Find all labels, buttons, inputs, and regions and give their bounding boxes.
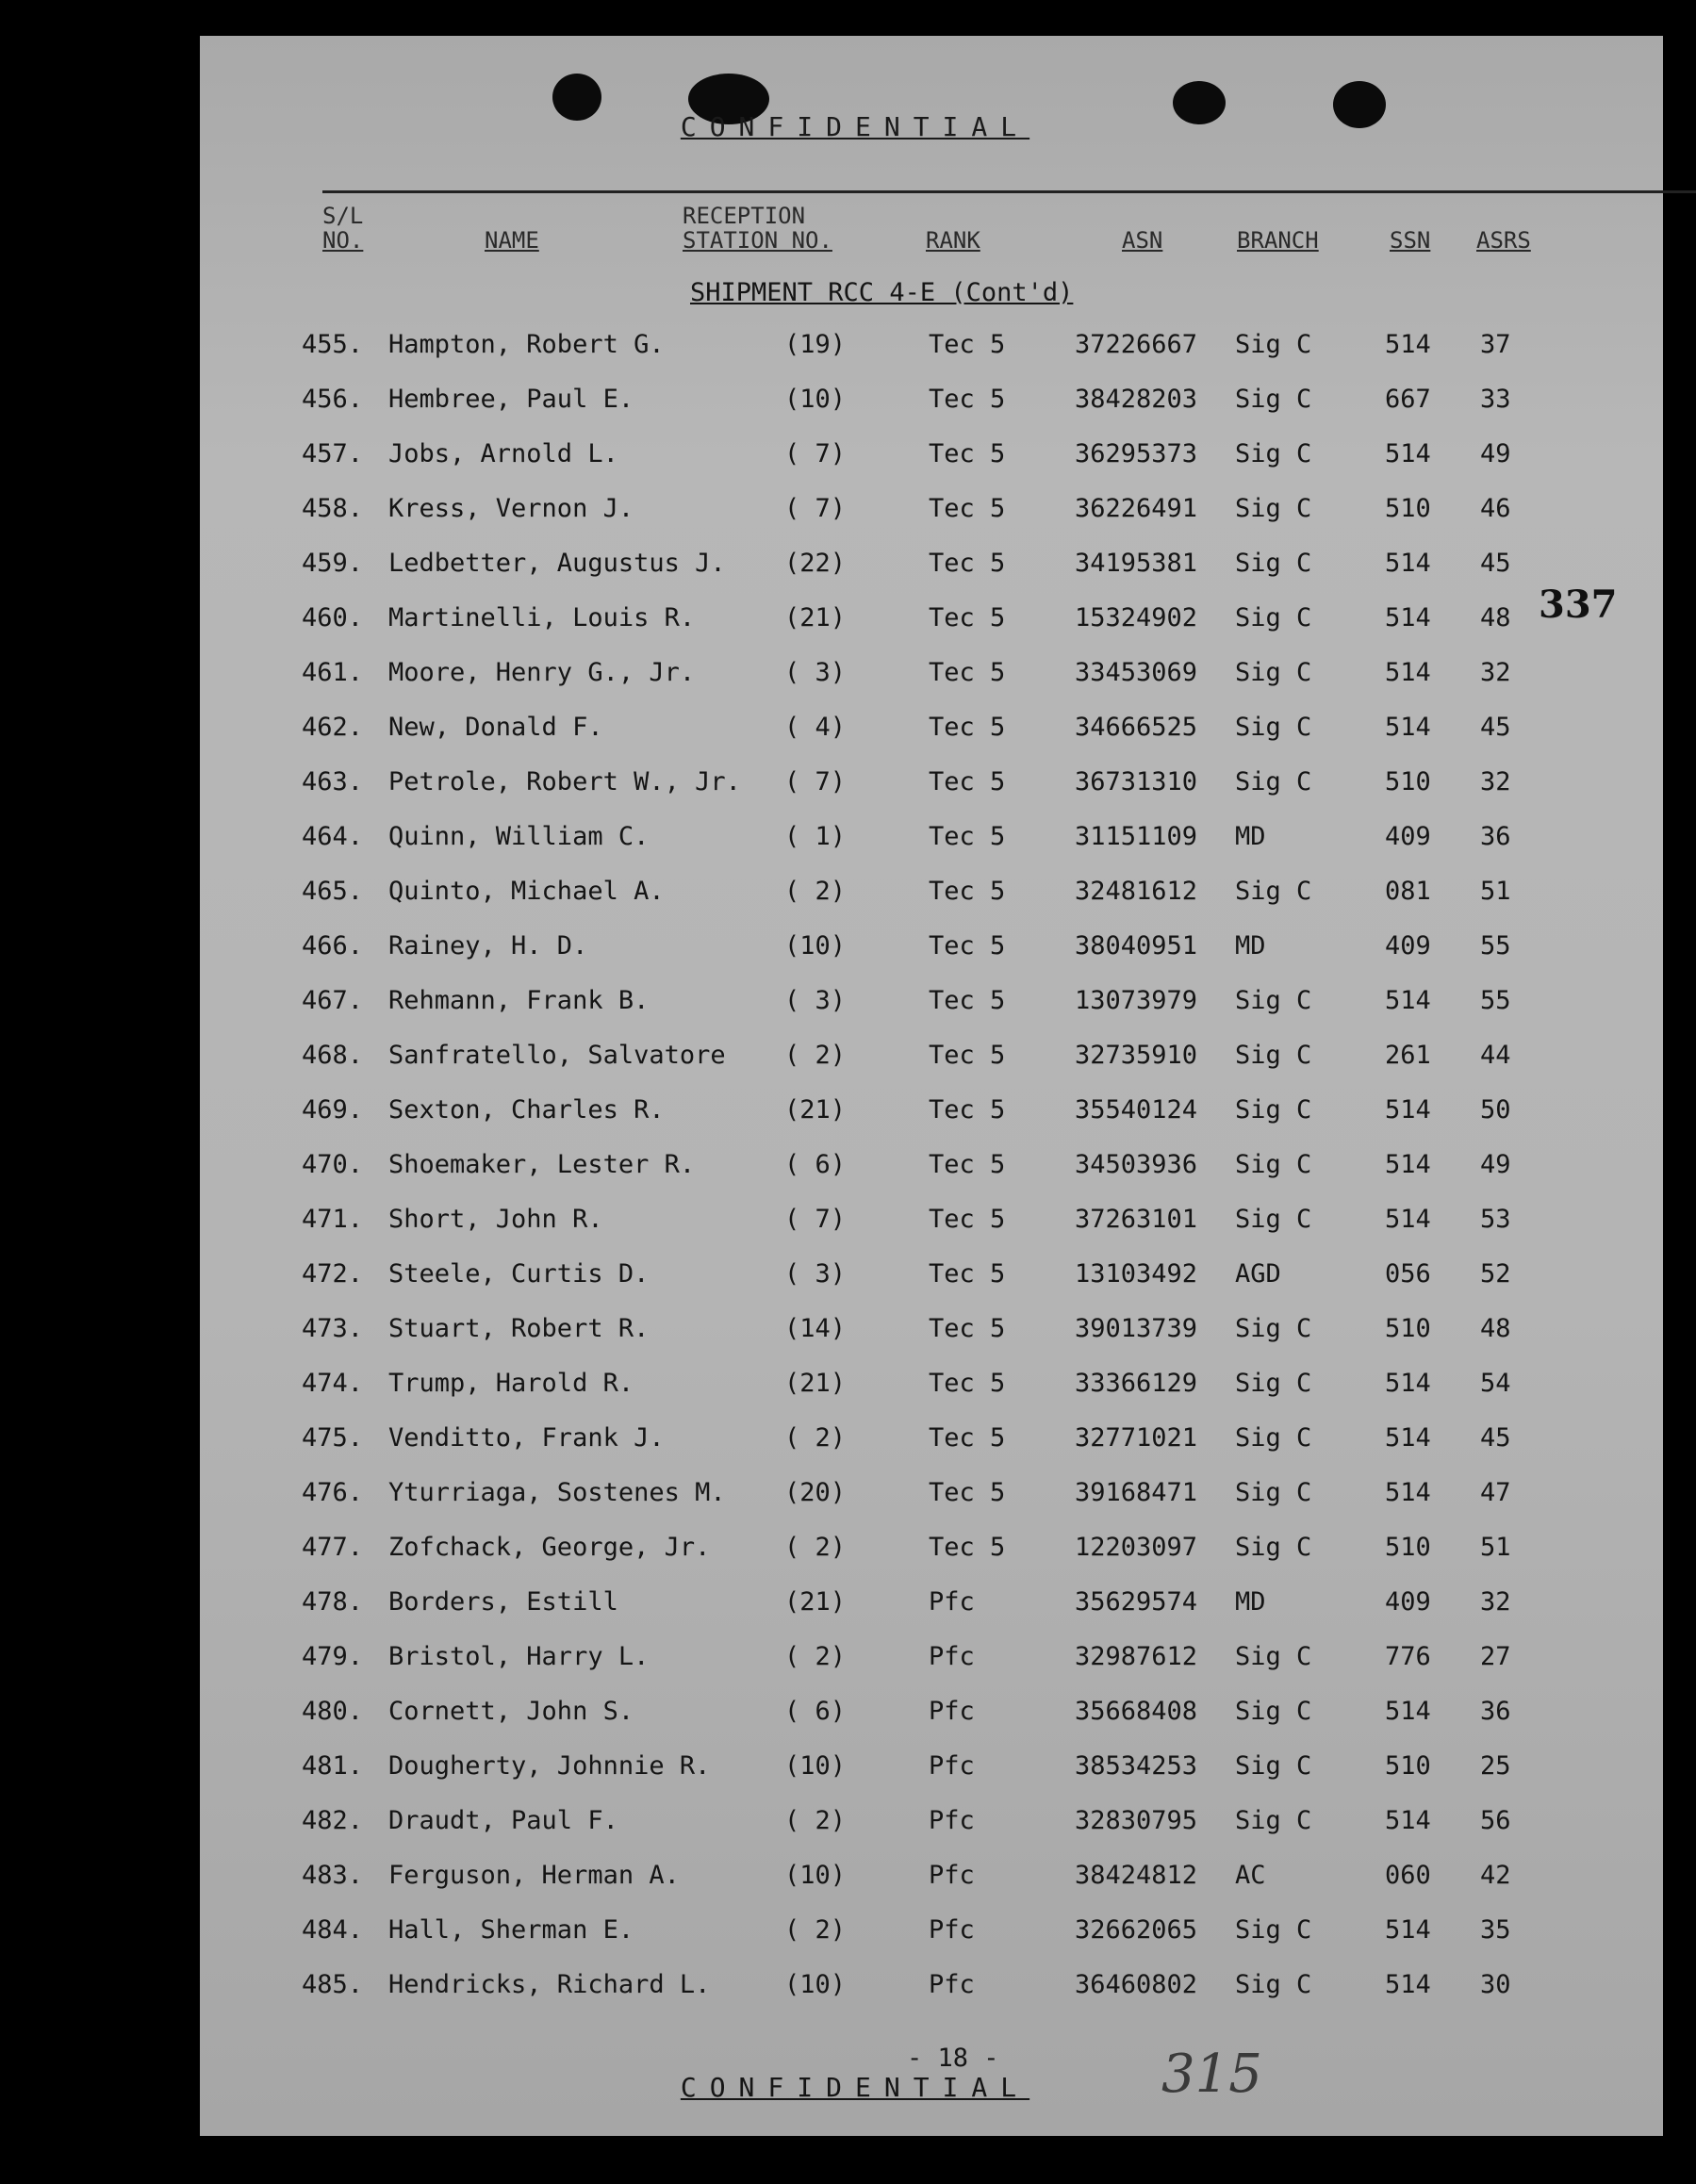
row-asn: 36460802 bbox=[1075, 1970, 1198, 1999]
row-asn: 34666525 bbox=[1075, 713, 1198, 742]
row-branch: MD bbox=[1235, 822, 1266, 851]
row-name: Dougherty, Johnnie R. bbox=[388, 1751, 711, 1781]
row-name: Moore, Henry G., Jr. bbox=[388, 658, 696, 687]
row-ssn: 409 bbox=[1385, 822, 1431, 851]
row-name: Jobs, Arnold L. bbox=[388, 439, 618, 468]
row-asrs: 51 bbox=[1480, 877, 1511, 906]
row-asn: 36731310 bbox=[1075, 767, 1198, 796]
row-number: 456. bbox=[302, 385, 364, 414]
row-name: Bristol, Harry L. bbox=[388, 1642, 650, 1671]
header-rule-top bbox=[322, 190, 1696, 193]
column-header-branch: BRANCH bbox=[1237, 227, 1319, 254]
row-branch: Sig C bbox=[1235, 713, 1312, 742]
row-number: 457. bbox=[302, 439, 364, 468]
row-station: (10) bbox=[784, 1970, 847, 1999]
row-asn: 32771021 bbox=[1075, 1423, 1198, 1453]
row-name: Hampton, Robert G. bbox=[388, 330, 665, 359]
row-ssn: 514 bbox=[1385, 1915, 1431, 1945]
table-row bbox=[200, 1693, 1663, 1731]
row-branch: MD bbox=[1235, 1587, 1266, 1617]
row-number: 477. bbox=[302, 1533, 364, 1562]
row-rank: Tec 5 bbox=[929, 439, 1006, 468]
row-asn: 38040951 bbox=[1075, 931, 1198, 961]
row-name: Borders, Estill bbox=[388, 1587, 618, 1617]
row-rank: Tec 5 bbox=[929, 1423, 1006, 1453]
row-name: Quinn, William C. bbox=[388, 822, 650, 851]
table-row bbox=[200, 1037, 1663, 1075]
row-name: Rainey, H. D. bbox=[388, 931, 588, 961]
row-branch: Sig C bbox=[1235, 1970, 1312, 1999]
row-branch: Sig C bbox=[1235, 549, 1312, 578]
row-branch: Sig C bbox=[1235, 986, 1312, 1015]
row-rank: Pfc bbox=[929, 1806, 975, 1835]
row-rank: Tec 5 bbox=[929, 1478, 1006, 1507]
row-rank: Pfc bbox=[929, 1861, 975, 1890]
row-ssn: 514 bbox=[1385, 1806, 1431, 1835]
row-branch: Sig C bbox=[1235, 1915, 1312, 1945]
row-station: ( 7) bbox=[784, 767, 847, 796]
row-rank: Tec 5 bbox=[929, 658, 1006, 687]
row-rank: Pfc bbox=[929, 1642, 975, 1671]
row-rank: Pfc bbox=[929, 1697, 975, 1726]
row-number: 484. bbox=[302, 1915, 364, 1945]
row-ssn: 514 bbox=[1385, 713, 1431, 742]
row-station: ( 3) bbox=[784, 986, 847, 1015]
row-station: (10) bbox=[784, 1861, 847, 1890]
row-rank: Pfc bbox=[929, 1587, 975, 1617]
row-asrs: 54 bbox=[1480, 1369, 1511, 1398]
row-asrs: 45 bbox=[1480, 713, 1511, 742]
margin-stamp-number: 337 bbox=[1539, 583, 1618, 627]
row-rank: Tec 5 bbox=[929, 713, 1006, 742]
row-asn: 35629574 bbox=[1075, 1587, 1198, 1617]
row-asrs: 46 bbox=[1480, 494, 1511, 523]
row-number: 471. bbox=[302, 1205, 364, 1234]
row-asrs: 42 bbox=[1480, 1861, 1511, 1890]
row-branch: Sig C bbox=[1235, 385, 1312, 414]
document-page bbox=[200, 36, 1663, 2136]
row-name: Short, John R. bbox=[388, 1205, 603, 1234]
row-number: 468. bbox=[302, 1041, 364, 1070]
row-ssn: 056 bbox=[1385, 1259, 1431, 1289]
row-station: ( 2) bbox=[784, 1533, 847, 1562]
row-station: (10) bbox=[784, 931, 847, 961]
row-ssn: 514 bbox=[1385, 603, 1431, 632]
table-row bbox=[200, 1310, 1663, 1348]
row-station: ( 3) bbox=[784, 658, 847, 687]
table-row bbox=[200, 764, 1663, 801]
row-ssn: 514 bbox=[1385, 986, 1431, 1015]
row-ssn: 514 bbox=[1385, 330, 1431, 359]
row-branch: Sig C bbox=[1235, 658, 1312, 687]
row-ssn: 409 bbox=[1385, 1587, 1431, 1617]
row-number: 455. bbox=[302, 330, 364, 359]
row-rank: Tec 5 bbox=[929, 385, 1006, 414]
row-number: 469. bbox=[302, 1095, 364, 1125]
row-branch: Sig C bbox=[1235, 439, 1312, 468]
row-number: 467. bbox=[302, 986, 364, 1015]
column-header-station: RECEPTION STATION NO. bbox=[683, 203, 832, 254]
row-asrs: 51 bbox=[1480, 1533, 1511, 1562]
row-station: ( 2) bbox=[784, 1806, 847, 1835]
row-ssn: 776 bbox=[1385, 1642, 1431, 1671]
row-asn: 39013739 bbox=[1075, 1314, 1198, 1343]
row-name: Draudt, Paul F. bbox=[388, 1806, 618, 1835]
row-branch: Sig C bbox=[1235, 1806, 1312, 1835]
row-ssn: 514 bbox=[1385, 1478, 1431, 1507]
row-asrs: 36 bbox=[1480, 822, 1511, 851]
row-branch: Sig C bbox=[1235, 1642, 1312, 1671]
row-ssn: 510 bbox=[1385, 1533, 1431, 1562]
row-rank: Tec 5 bbox=[929, 1369, 1006, 1398]
row-branch: Sig C bbox=[1235, 1095, 1312, 1125]
row-rank: Tec 5 bbox=[929, 1314, 1006, 1343]
row-name: Stuart, Robert R. bbox=[388, 1314, 650, 1343]
row-asrs: 48 bbox=[1480, 603, 1511, 632]
row-ssn: 514 bbox=[1385, 549, 1431, 578]
row-asrs: 32 bbox=[1480, 1587, 1511, 1617]
row-asrs: 45 bbox=[1480, 1423, 1511, 1453]
row-asn: 13103492 bbox=[1075, 1259, 1198, 1289]
header-classification: CONFIDENTIAL bbox=[680, 111, 1030, 142]
row-asrs: 32 bbox=[1480, 658, 1511, 687]
row-name: Ferguson, Herman A. bbox=[388, 1861, 680, 1890]
row-asrs: 45 bbox=[1480, 549, 1511, 578]
row-station: ( 6) bbox=[784, 1697, 847, 1726]
row-rank: Tec 5 bbox=[929, 330, 1006, 359]
row-station: (22) bbox=[784, 549, 847, 578]
table-row bbox=[200, 1966, 1663, 2004]
row-name: Cornett, John S. bbox=[388, 1697, 634, 1726]
row-branch: Sig C bbox=[1235, 1205, 1312, 1234]
row-number: 474. bbox=[302, 1369, 364, 1398]
row-name: Sanfratello, Salvatore bbox=[388, 1041, 726, 1070]
table-row bbox=[200, 709, 1663, 747]
table-row bbox=[200, 1092, 1663, 1129]
row-branch: Sig C bbox=[1235, 603, 1312, 632]
row-station: ( 2) bbox=[784, 1642, 847, 1671]
row-asrs: 56 bbox=[1480, 1806, 1511, 1835]
row-branch: AGD bbox=[1235, 1259, 1281, 1289]
row-rank: Tec 5 bbox=[929, 767, 1006, 796]
row-asn: 37263101 bbox=[1075, 1205, 1198, 1234]
row-asrs: 44 bbox=[1480, 1041, 1511, 1070]
table-row bbox=[200, 1857, 1663, 1895]
row-station: ( 6) bbox=[784, 1150, 847, 1179]
row-station: (21) bbox=[784, 1095, 847, 1125]
row-name: Hall, Sherman E. bbox=[388, 1915, 634, 1945]
row-number: 473. bbox=[302, 1314, 364, 1343]
row-asrs: 33 bbox=[1480, 385, 1511, 414]
row-station: ( 7) bbox=[784, 494, 847, 523]
table-row bbox=[200, 545, 1663, 583]
table-row bbox=[200, 1584, 1663, 1621]
table-row bbox=[200, 490, 1663, 528]
row-asn: 38428203 bbox=[1075, 385, 1198, 414]
row-name: Shoemaker, Lester R. bbox=[388, 1150, 696, 1179]
row-ssn: 510 bbox=[1385, 1314, 1431, 1343]
row-asrs: 53 bbox=[1480, 1205, 1511, 1234]
column-header-name: NAME bbox=[485, 227, 539, 254]
row-branch: Sig C bbox=[1235, 1150, 1312, 1179]
row-number: 479. bbox=[302, 1642, 364, 1671]
row-branch: Sig C bbox=[1235, 1751, 1312, 1781]
row-station: ( 2) bbox=[784, 877, 847, 906]
row-rank: Tec 5 bbox=[929, 1095, 1006, 1125]
row-name: Sexton, Charles R. bbox=[388, 1095, 665, 1125]
column-header-asn: ASN bbox=[1122, 227, 1163, 254]
row-asn: 34503936 bbox=[1075, 1150, 1198, 1179]
row-station: (20) bbox=[784, 1478, 847, 1507]
row-number: 476. bbox=[302, 1478, 364, 1507]
row-asn: 13073979 bbox=[1075, 986, 1198, 1015]
row-asn: 32662065 bbox=[1075, 1915, 1198, 1945]
row-branch: Sig C bbox=[1235, 1041, 1312, 1070]
shipment-label: SHIPMENT RCC 4-E (Cont'd) bbox=[690, 278, 1074, 307]
row-ssn: 510 bbox=[1385, 767, 1431, 796]
row-asrs: 32 bbox=[1480, 767, 1511, 796]
table-row bbox=[200, 1256, 1663, 1293]
row-asn: 33366129 bbox=[1075, 1369, 1198, 1398]
row-number: 480. bbox=[302, 1697, 364, 1726]
row-station: (21) bbox=[784, 1369, 847, 1398]
row-number: 470. bbox=[302, 1150, 364, 1179]
row-branch: Sig C bbox=[1235, 1369, 1312, 1398]
row-asn: 33453069 bbox=[1075, 658, 1198, 687]
table-row bbox=[200, 654, 1663, 692]
row-asrs: 30 bbox=[1480, 1970, 1511, 1999]
row-rank: Tec 5 bbox=[929, 877, 1006, 906]
row-name: Martinelli, Louis R. bbox=[388, 603, 696, 632]
row-asrs: 27 bbox=[1480, 1642, 1511, 1671]
row-station: (21) bbox=[784, 603, 847, 632]
row-ssn: 409 bbox=[1385, 931, 1431, 961]
row-asrs: 49 bbox=[1480, 439, 1511, 468]
row-asn: 38534253 bbox=[1075, 1751, 1198, 1781]
row-asn: 32830795 bbox=[1075, 1806, 1198, 1835]
row-number: 458. bbox=[302, 494, 364, 523]
row-number: 478. bbox=[302, 1587, 364, 1617]
row-station: ( 7) bbox=[784, 439, 847, 468]
row-branch: Sig C bbox=[1235, 1314, 1312, 1343]
row-asrs: 37 bbox=[1480, 330, 1511, 359]
row-asrs: 48 bbox=[1480, 1314, 1511, 1343]
row-name: Trump, Harold R. bbox=[388, 1369, 634, 1398]
column-header-ssn: SSN bbox=[1390, 227, 1431, 254]
row-asn: 35668408 bbox=[1075, 1697, 1198, 1726]
row-ssn: 514 bbox=[1385, 1697, 1431, 1726]
row-ssn: 510 bbox=[1385, 494, 1431, 523]
row-name: Steele, Curtis D. bbox=[388, 1259, 650, 1289]
row-rank: Pfc bbox=[929, 1915, 975, 1945]
row-rank: Tec 5 bbox=[929, 549, 1006, 578]
row-number: 459. bbox=[302, 549, 364, 578]
row-asn: 12203097 bbox=[1075, 1533, 1198, 1562]
row-number: 475. bbox=[302, 1423, 364, 1453]
row-name: Petrole, Robert W., Jr. bbox=[388, 767, 741, 796]
row-asn: 15324902 bbox=[1075, 603, 1198, 632]
row-branch: Sig C bbox=[1235, 1533, 1312, 1562]
row-station: ( 2) bbox=[784, 1915, 847, 1945]
row-station: (10) bbox=[784, 385, 847, 414]
row-ssn: 514 bbox=[1385, 1423, 1431, 1453]
table-row bbox=[200, 1748, 1663, 1785]
row-asrs: 50 bbox=[1480, 1095, 1511, 1125]
row-ssn: 081 bbox=[1385, 877, 1431, 906]
footer-classification: CONFIDENTIAL bbox=[680, 2072, 1030, 2103]
row-asn: 31151109 bbox=[1075, 822, 1198, 851]
table-row bbox=[200, 1420, 1663, 1457]
row-station: (21) bbox=[784, 1587, 847, 1617]
row-asn: 34195381 bbox=[1075, 549, 1198, 578]
row-number: 465. bbox=[302, 877, 364, 906]
row-asn: 36295373 bbox=[1075, 439, 1198, 468]
row-station: ( 7) bbox=[784, 1205, 847, 1234]
row-ssn: 514 bbox=[1385, 658, 1431, 687]
row-ssn: 514 bbox=[1385, 1095, 1431, 1125]
column-header-asrs: ASRS bbox=[1476, 227, 1531, 254]
column-header-sl: S/L NO. bbox=[322, 203, 364, 254]
row-rank: Tec 5 bbox=[929, 1041, 1006, 1070]
row-asrs: 55 bbox=[1480, 931, 1511, 961]
row-name: Hembree, Paul E. bbox=[388, 385, 634, 414]
row-asn: 36226491 bbox=[1075, 494, 1198, 523]
row-station: ( 2) bbox=[784, 1423, 847, 1453]
row-number: 472. bbox=[302, 1259, 364, 1289]
table-row bbox=[200, 326, 1663, 364]
row-number: 463. bbox=[302, 767, 364, 796]
table-row bbox=[200, 818, 1663, 856]
row-station: ( 3) bbox=[784, 1259, 847, 1289]
table-row bbox=[200, 1474, 1663, 1512]
row-branch: Sig C bbox=[1235, 1697, 1312, 1726]
row-name: Rehmann, Frank B. bbox=[388, 986, 650, 1015]
row-ssn: 514 bbox=[1385, 439, 1431, 468]
row-rank: Tec 5 bbox=[929, 494, 1006, 523]
row-name: Hendricks, Richard L. bbox=[388, 1970, 711, 1999]
row-rank: Tec 5 bbox=[929, 1259, 1006, 1289]
row-rank: Tec 5 bbox=[929, 931, 1006, 961]
row-name: Quinto, Michael A. bbox=[388, 877, 665, 906]
row-number: 462. bbox=[302, 713, 364, 742]
table-row bbox=[200, 982, 1663, 1020]
row-station: ( 1) bbox=[784, 822, 847, 851]
table-row bbox=[200, 381, 1663, 419]
table-row bbox=[200, 1638, 1663, 1676]
row-ssn: 667 bbox=[1385, 385, 1431, 414]
row-asrs: 52 bbox=[1480, 1259, 1511, 1289]
row-branch: Sig C bbox=[1235, 877, 1312, 906]
row-asrs: 55 bbox=[1480, 986, 1511, 1015]
row-number: 460. bbox=[302, 603, 364, 632]
table-row bbox=[200, 1912, 1663, 1949]
table-row bbox=[200, 599, 1663, 637]
row-asn: 32735910 bbox=[1075, 1041, 1198, 1070]
table-row bbox=[200, 435, 1663, 473]
row-asn: 39168471 bbox=[1075, 1478, 1198, 1507]
row-asrs: 36 bbox=[1480, 1697, 1511, 1726]
table-row bbox=[200, 1146, 1663, 1184]
table-row bbox=[200, 1365, 1663, 1403]
row-number: 481. bbox=[302, 1751, 364, 1781]
row-rank: Tec 5 bbox=[929, 986, 1006, 1015]
row-name: Ledbetter, Augustus J. bbox=[388, 549, 726, 578]
row-number: 482. bbox=[302, 1806, 364, 1835]
page-number: - 18 - bbox=[907, 2044, 999, 2073]
row-station: (10) bbox=[784, 1751, 847, 1781]
row-asn: 35540124 bbox=[1075, 1095, 1198, 1125]
row-rank: Tec 5 bbox=[929, 822, 1006, 851]
table-row bbox=[200, 1529, 1663, 1567]
row-rank: Pfc bbox=[929, 1751, 975, 1781]
row-rank: Tec 5 bbox=[929, 1150, 1006, 1179]
row-asrs: 35 bbox=[1480, 1915, 1511, 1945]
row-asrs: 25 bbox=[1480, 1751, 1511, 1781]
row-ssn: 514 bbox=[1385, 1205, 1431, 1234]
row-number: 461. bbox=[302, 658, 364, 687]
row-name: Zofchack, George, Jr. bbox=[388, 1533, 711, 1562]
row-number: 483. bbox=[302, 1861, 364, 1890]
row-branch: MD bbox=[1235, 931, 1266, 961]
table-row bbox=[200, 1802, 1663, 1840]
row-station: ( 2) bbox=[784, 1041, 847, 1070]
row-asn: 32987612 bbox=[1075, 1642, 1198, 1671]
handwritten-number: 315 bbox=[1161, 2044, 1262, 2105]
row-branch: Sig C bbox=[1235, 767, 1312, 796]
row-rank: Tec 5 bbox=[929, 1205, 1006, 1234]
row-asn: 37226667 bbox=[1075, 330, 1198, 359]
row-branch: Sig C bbox=[1235, 494, 1312, 523]
row-number: 464. bbox=[302, 822, 364, 851]
row-branch: Sig C bbox=[1235, 330, 1312, 359]
row-rank: Pfc bbox=[929, 1970, 975, 1999]
row-number: 466. bbox=[302, 931, 364, 961]
row-rank: Tec 5 bbox=[929, 1533, 1006, 1562]
row-ssn: 514 bbox=[1385, 1150, 1431, 1179]
row-branch: AC bbox=[1235, 1861, 1266, 1890]
row-ssn: 510 bbox=[1385, 1751, 1431, 1781]
row-branch: Sig C bbox=[1235, 1478, 1312, 1507]
column-header-rank: RANK bbox=[926, 227, 980, 254]
row-ssn: 060 bbox=[1385, 1861, 1431, 1890]
row-asn: 32481612 bbox=[1075, 877, 1198, 906]
row-name: Venditto, Frank J. bbox=[388, 1423, 665, 1453]
row-ssn: 514 bbox=[1385, 1970, 1431, 1999]
row-asn: 38424812 bbox=[1075, 1861, 1198, 1890]
row-branch: Sig C bbox=[1235, 1423, 1312, 1453]
table-row bbox=[200, 928, 1663, 965]
row-asrs: 47 bbox=[1480, 1478, 1511, 1507]
row-number: 485. bbox=[302, 1970, 364, 1999]
row-rank: Tec 5 bbox=[929, 603, 1006, 632]
row-station: ( 4) bbox=[784, 713, 847, 742]
row-name: Yturriaga, Sostenes M. bbox=[388, 1478, 726, 1507]
row-asrs: 49 bbox=[1480, 1150, 1511, 1179]
table-row bbox=[200, 1201, 1663, 1239]
row-name: Kress, Vernon J. bbox=[388, 494, 634, 523]
table-row bbox=[200, 873, 1663, 911]
row-ssn: 514 bbox=[1385, 1369, 1431, 1398]
row-ssn: 261 bbox=[1385, 1041, 1431, 1070]
row-name: New, Donald F. bbox=[388, 713, 603, 742]
row-station: (19) bbox=[784, 330, 847, 359]
row-station: (14) bbox=[784, 1314, 847, 1343]
